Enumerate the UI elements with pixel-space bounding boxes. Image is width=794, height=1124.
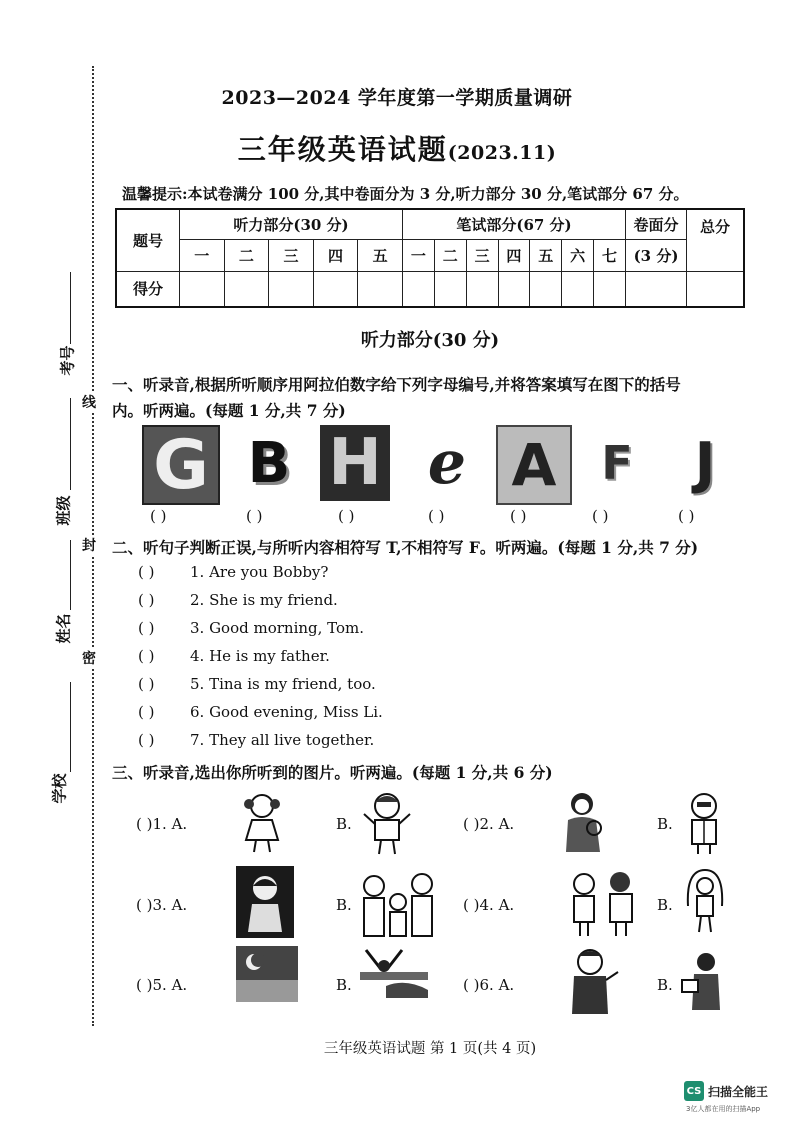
two-men-picture[interactable] [566,870,640,938]
name-label: 姓名 [54,613,73,644]
cs-icon: CS [684,1081,704,1101]
q3-answer-4[interactable]: ( ) [463,896,480,914]
q2-sentence-7: 7. They all live together. [190,731,375,749]
q2-item [138,731,374,749]
q2-sentence-5: 5. Tina is my friend, too. [190,675,376,693]
morning-stretch-picture[interactable] [356,946,432,1002]
mother-child-picture[interactable] [562,790,610,856]
q3-answer-2[interactable]: ( ) [463,815,480,833]
q2-title: 二、听句子判断正误,与所听内容相符写 T,不相符写 F。听两遍。(每题 1 分,共 7 分) [112,538,699,557]
q2-sentence-1: 1. Are you Bobby? [190,563,329,581]
q3-answer-1[interactable]: ( ) [136,815,153,833]
score-cell[interactable] [313,271,358,307]
score-cell[interactable] [626,271,687,307]
neatness-points: (3 分) [626,239,687,271]
q3-title: 三、听录音,选出你所听到的图片。听两遍。(每题 1 分,共 6 分) [112,763,553,782]
camscanner-logo [684,1081,768,1101]
score-cell[interactable] [180,271,225,307]
q1-answer-2[interactable]: ( ) [246,507,263,525]
school-field[interactable] [70,682,71,772]
q2-answer-3[interactable]: ( ) [138,619,155,637]
q3-option-b-1: B. [336,815,352,833]
q2-item [138,619,364,637]
q3-option-b-6: B. [657,976,673,994]
score-cell[interactable] [269,271,314,307]
score-cell[interactable] [530,271,562,307]
writing-col: 五 [530,239,562,271]
listening-section-title: 听力部分(30 分) [360,330,500,351]
teacher-picture[interactable] [680,950,728,1012]
q1-title: 一、听录音,根据所听顺序用阿拉伯数字给下列字母编号,并将答案填写在图下的括号 [112,375,681,394]
total-header: 总分 [687,209,745,271]
score-label: 得分 [116,271,180,307]
score-cell[interactable] [562,271,594,307]
exam-title-text: 三年级英语试题 [237,133,448,166]
score-cell[interactable] [224,271,269,307]
writing-col: 二 [434,239,466,271]
score-cell[interactable] [594,271,626,307]
letter-card-g: G [142,425,220,505]
letter-card-j: J [694,430,716,496]
writing-header: 笔试部分(67 分) [402,209,625,239]
q3-option-b-4: B. [657,896,673,914]
q3-num-4: 4. A. [479,896,515,914]
q1-answer-4[interactable]: ( ) [428,507,445,525]
exam-tip: 温馨提示:本试卷满分 100 分,其中卷面分为 3 分,听力部分 30 分,笔试部分 67 分。 [122,185,689,203]
family-picture[interactable] [356,866,442,938]
neatness-header: 卷面分 [626,209,687,239]
q2-sentence-2: 2. She is my friend. [190,591,338,609]
q3-answer-5[interactable]: ( ) [136,976,153,994]
seal-mi: 密 [82,648,96,668]
listening-col: 五 [358,239,403,271]
q3-item-2 [463,815,514,833]
listening-col: 二 [224,239,269,271]
night-moon-picture[interactable] [236,946,298,1002]
exam-date: (2023.11) [447,142,557,164]
exam-term: 2023—2024 学年度第一学期质量调研 [221,87,573,109]
q1-answer-7[interactable]: ( ) [678,507,695,525]
score-cell[interactable] [402,271,434,307]
writing-col: 四 [498,239,530,271]
q3-num-5: 5. A. [152,976,188,994]
q3-option-b-3: B. [336,896,352,914]
q2-item [138,563,328,581]
q2-item [138,703,383,721]
question-no-label: 题号 [116,209,180,271]
class-field[interactable] [70,398,71,490]
q2-answer-7[interactable]: ( ) [138,731,155,749]
q3-num-2: 2. A. [479,815,515,833]
q1-answer-6[interactable]: ( ) [592,507,609,525]
q3-answer-6[interactable]: ( ) [463,976,480,994]
listening-col: 一 [180,239,225,271]
q3-item-5 [136,976,187,994]
q1-answer-1[interactable]: ( ) [150,507,167,525]
letter-card-a: A [496,425,572,505]
boy-picture[interactable] [362,790,412,856]
girl-picture[interactable] [240,790,284,854]
school-label: 学校 [50,773,69,804]
q1-title-2: 内。听两遍。(每题 1 分,共 7 分) [112,401,346,420]
q3-option-b-5: B. [336,976,352,994]
page-footer: 三年级英语试题 第 1 页(共 4 页) [323,1041,537,1057]
q2-answer-6[interactable]: ( ) [138,703,155,721]
grandpa-picture[interactable] [682,790,726,856]
jump-rope-girl-picture[interactable] [682,866,728,938]
q3-item-6 [463,976,514,994]
letter-card-h: H [320,425,390,501]
score-cell[interactable] [498,271,530,307]
score-cell[interactable] [466,271,498,307]
exam-title [0,128,794,168]
score-cell[interactable] [358,271,403,307]
q3-item-3 [136,896,187,914]
letter-card-e: e [427,428,467,498]
letter-card-b: B [247,430,291,496]
writing-col: 七 [594,239,626,271]
q2-sentence-6: 6. Good evening, Miss Li. [190,703,383,721]
q3-item-1 [136,815,187,833]
q2-sentence-3: 3. Good morning, Tom. [190,619,365,637]
q3-item-4 [463,896,514,914]
q2-item [138,675,376,693]
camscanner-slogan: 3亿人都在用的扫描App [686,1105,761,1113]
woman-dark-picture[interactable] [236,866,294,938]
name-field[interactable] [70,540,71,610]
q1-answer-3[interactable]: ( ) [338,507,355,525]
writing-col: 六 [562,239,594,271]
listening-col: 三 [269,239,314,271]
letter-card-f: F [601,436,633,490]
listening-header: 听力部分(30 分) [180,209,403,239]
seal-xian: 线 [82,392,96,412]
score-cell[interactable] [687,271,745,307]
q3-num-3: 3. A. [152,896,188,914]
man-picture[interactable] [564,946,620,1020]
q2-answer-2[interactable]: ( ) [138,591,155,609]
q2-answer-4[interactable]: ( ) [138,647,155,665]
q3-num-6: 6. A. [479,976,515,994]
q3-option-b-2: B. [657,815,673,833]
q2-item [138,591,338,609]
q1-answer-5[interactable]: ( ) [510,507,527,525]
score-table [115,208,745,308]
writing-col: 一 [402,239,434,271]
q2-answer-1[interactable]: ( ) [138,563,155,581]
writing-col: 三 [466,239,498,271]
camscanner-name: 扫描全能王 [708,1084,769,1099]
exam-no-label: 考号 [58,345,77,376]
seal-feng: 封 [82,535,96,555]
q3-answer-3[interactable]: ( ) [136,896,153,914]
q2-sentence-4: 4. He is my father. [190,647,330,665]
listening-col: 四 [313,239,358,271]
q2-answer-5[interactable]: ( ) [138,675,155,693]
score-cell[interactable] [434,271,466,307]
letter-cards [140,425,740,505]
q2-item [138,647,330,665]
class-label: 班级 [54,495,73,526]
q3-num-1: 1. A. [152,815,188,833]
